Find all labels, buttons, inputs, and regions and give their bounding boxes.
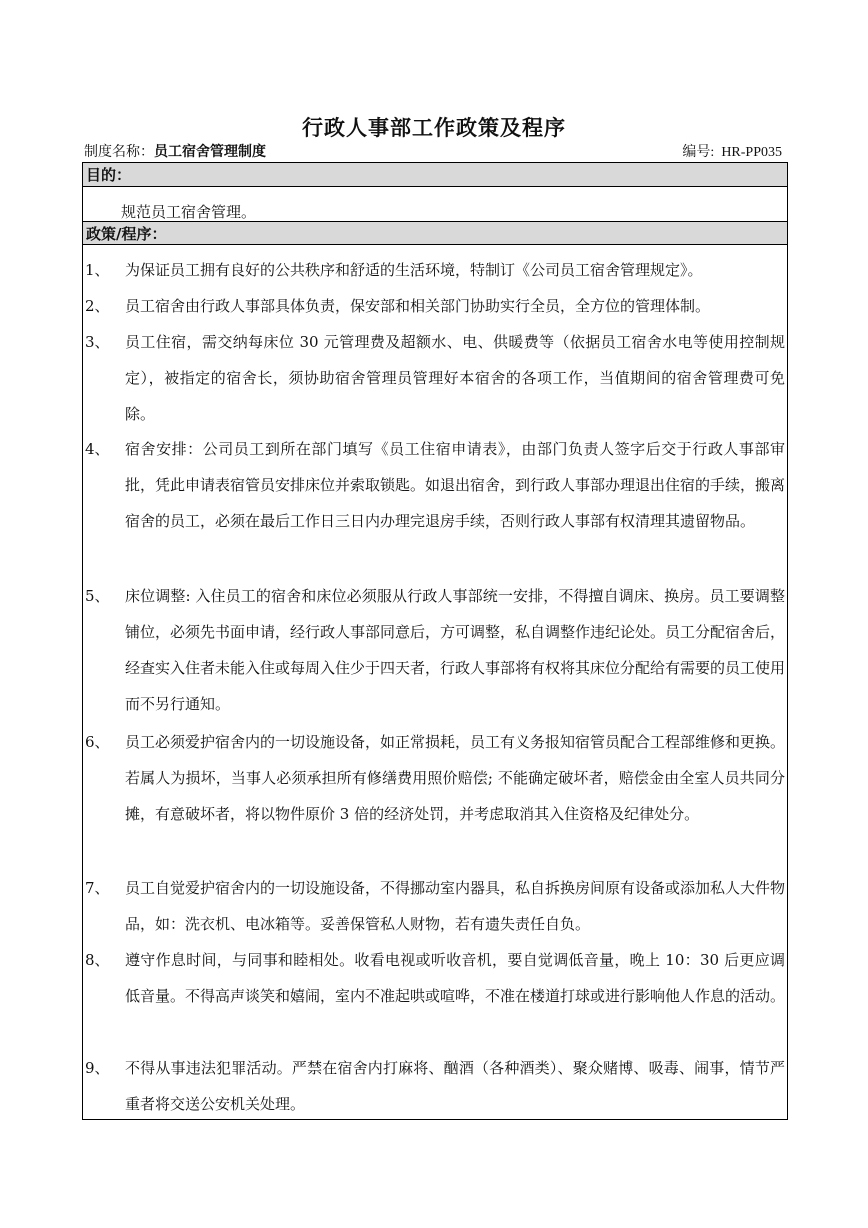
purpose-text: 规范员工宿舍管理。 [121,203,257,221]
system-name-field [84,141,266,161]
policy-heading: 政策/程序： [83,221,787,245]
code-label: 编号: [682,145,715,160]
item-number: 4、 [85,440,110,458]
document-title: 行政人事部工作政策及程序 [302,115,566,140]
code-value: HR-PP035 [721,145,782,160]
policy-document-box [82,162,788,1120]
item-text: 遵守作息时间，与同事和睦相处。收看电视或听收音机，要自觉调低音量，晚上 10：30 后更应调低音量。不得高声谈笑和嬉闹，室内不准起哄或喧哗，不准在楼道打球或进行影响他人作息的活动。 [125,951,786,1005]
system-name-value: 员工宿舍管理制度 [154,144,266,160]
item-number: 9、 [85,1059,110,1077]
system-name-label: 制度名称： [84,144,154,160]
item-text: 为保证员工拥有良好的公共秩序和舒适的生活环境，特制订《公司员工宿舍管理规定》。 [125,261,703,279]
item-number: 3、 [85,333,110,351]
item-text: 宿舍安排：公司员工到所在部门填写《员工住宿申请表》，由部门负责人签字后交于行政人事部审批，凭此申请表宿管员安排床位并索取锁匙。如退出宿舍，到行政人事部办理退出住宿的手续，搬离宿舍的员工，必须在最后工作日三日内办理完退房手续，否则行政人事部有权清理其遗留物品。 [125,440,786,530]
item-text: 员工宿舍由行政人事部具体负责，保安部和相关部门协助实行全员，全方位的管理体制。 [125,297,711,315]
item-number: 1、 [85,261,110,279]
item-number: 8、 [85,951,110,969]
item-text: 员工自觉爱护宿舍内的一切设施设备，不得挪动室内器具，私自拆换房间原有设备或添加私人大件物品，如：洗衣机、电冰箱等。妥善保管私人财物，若有遗失责任自负。 [125,879,786,933]
item-text: 床位调整: 入住员工的宿舍和床位必须服从行政人事部统一安排，不得擅自调床、换房。员工要调整铺位，必须先书面申请，经行政人事部同意后，方可调整，私自调整作违纪论处。员工分配宿舍后，经查实入住者未能入住或每周入住少于四天者，行政人事部将有权将其床位分配给有需要的员工使用而不另行通知。 [125,587,786,713]
item-number: 2、 [85,297,110,315]
item-number: 6、 [85,733,110,751]
document-code [682,141,782,161]
item-text: 员工住宿，需交纳每床位 30 元管理费及超额水、电、供暖费等（依据员工宿舍水电等使用控制规定），被指定的宿舍长，须协助宿舍管理员管理好本宿舍的各项工作，当值期间的宿舍管理费可免除。 [125,333,785,423]
item-number: 7、 [85,879,110,897]
document-meta [82,141,788,161]
item-text: 员工必须爱护宿舍内的一切设施设备，如正常损耗，员工有义务报知宿管员配合工程部维修和更换。若属人为损坏，当事人必须承担所有修缮费用照价赔偿; 不能确定破坏者，赔偿金由全室人员共同分摊，有意破坏者，将以物件原价 3 倍的经济处罚，并考虑取消其入住资格及纪律处分。 [125,733,786,823]
item-number: 5、 [85,587,110,605]
purpose-heading: 目的： [83,163,787,187]
item-text: 不得从事违法犯罪活动。严禁在宿舍内打麻将、酗酒（各种酒类）、聚众赌博、吸毒、闹事，情节严重者将交送公安机关处理。 [125,1059,785,1113]
